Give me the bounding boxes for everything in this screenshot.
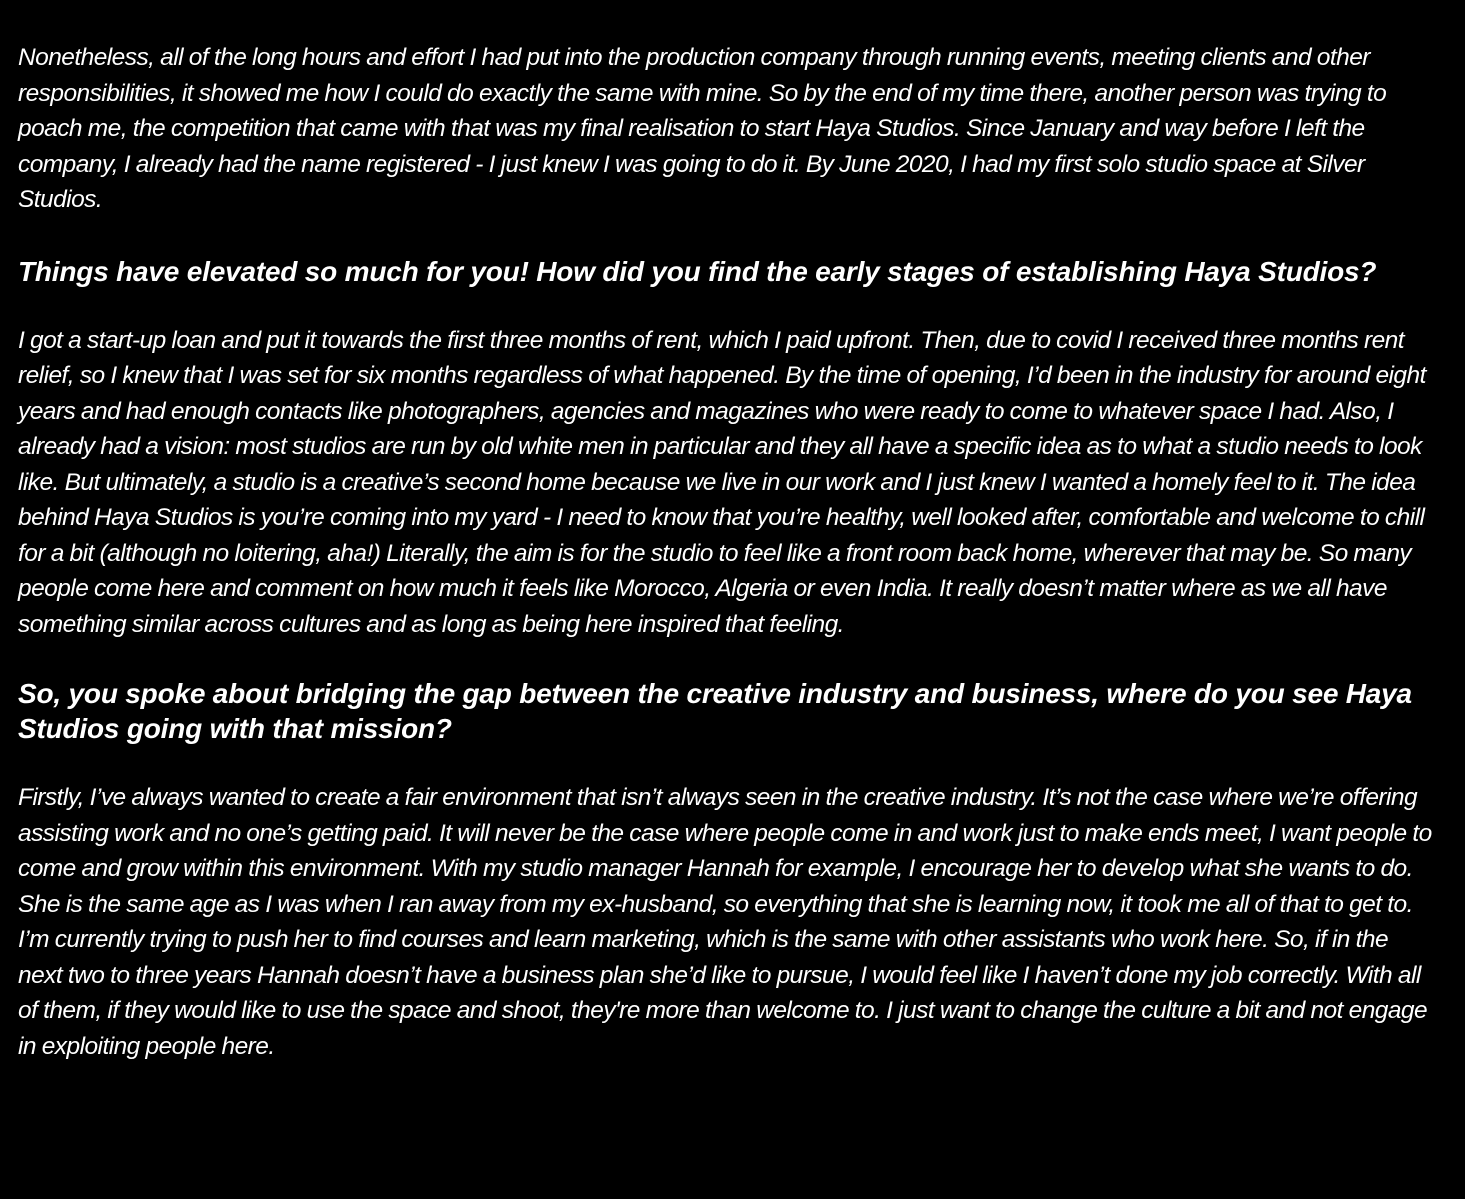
paragraph-intro: Nonetheless, all of the long hours and effort I had put into the production company through running events, meeting clients and other responsibilities, it showed me how I could do exactly the same with mine. So by the end of my time there, another person was trying to poach me, the competition that came with that was my final realisation to start Haya Studios. Since January and way before I left the company, I already had the name registered - I just knew I was going to do it. By June 2020, I had my first solo studio space at Silver Studios.: [18, 44, 1387, 213]
paragraph-mission-answer: Firstly, I’ve always wanted to create a fair environment that isn’t always seen in the creative industry. It’s not the case where we’re offering assisting work and no one’s getting paid. It will never be the case where people come in and work just to make ends meet, I want people to come and grow within this environment. With my studio manager Hannah for example, I encourage her to develop what she wants to do. She is the same age as I was when I ran away from my ex-husband, so everything that she is learning now, it took me all of that to get to. I’m currently trying to push her to find courses and learn marketing, which is the same with other assistants who work here. So, if in the next two to three years Hannah doesn’t have a business plan she’d like to pursue, I would feel like I haven’t done my job correctly. With all of them, if they would like to use the space and shoot, they're more than welcome to. I just want to change the culture a bit and not engage in exploiting people here.: [18, 784, 1432, 1060]
interview-question-mission: So, you spoke about bridging the gap between the creative industry and business, where do you see Haya Studios going with that mission?: [18, 678, 1412, 744]
paragraph-early-stages-answer: I got a start-up loan and put it towards the first three months of rent, which I paid upfront. Then, due to covid I received three months rent relief, so I knew that I was set for six months regardless of what happened. By the time of opening, I’d been in the industry for around eight years and had enough contacts like photographers, agencies and magazines who were ready to come to whatever space I had. Also, I already had a vision: most studios are run by old white men in particular and they all have a specific idea as to what a studio needs to look like. But ultimately, a studio is a creative’s second home because we live in our work and I just knew I wanted a homely feel to it. The idea behind Haya Studios is you’re coming into my yard - I need to know that you’re healthy, well looked after, comfortable and welcome to chill for a bit (although no loitering, aha!) Literally, the aim is for the studio to feel like a front room back home, wherever that may be. So many people come here and comment on how much it feels like Morocco, Algeria or even India. It really doesn’t matter where as we all have something similar across cultures and as long as being here inspired that feeling.: [18, 326, 1426, 638]
interview-question-early-stages: Things have elevated so much for you! How did you find the early stages of establishing Haya Studios?: [18, 255, 1377, 287]
